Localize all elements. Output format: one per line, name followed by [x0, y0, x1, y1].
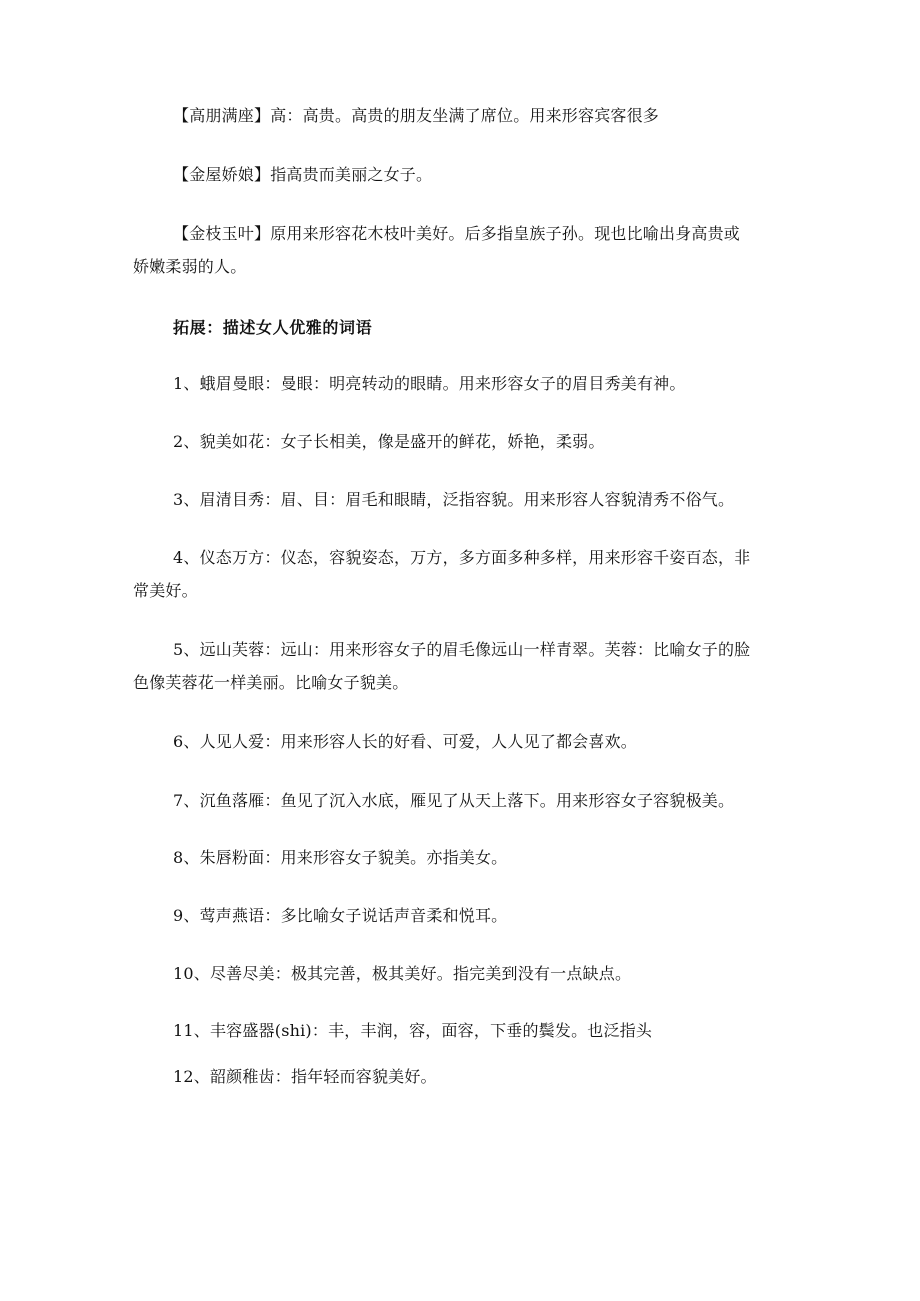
- list-item: 9、莺声燕语：多比喻女子说话声音柔和悦耳。: [173, 906, 508, 925]
- list-item: 8、朱唇粉面：用来形容女子貌美。亦指美女。: [173, 848, 508, 867]
- list-item: 7、沉鱼落雁：鱼见了沉入水底，雁见了从天上落下。用来形容女子容貌极美。: [173, 791, 735, 810]
- list-item-continued: 常美好。: [133, 581, 198, 600]
- idiom-jinwujiaoniang: 【金屋娇娘】指高贵而美丽之女子。: [173, 165, 433, 184]
- list-item: 11、丰容盛器(shi)：丰，丰润，容，面容，下垂的鬓发。也泛指头: [173, 1021, 653, 1040]
- list-item: 2、貌美如花：女子长相美，像是盛开的鲜花，娇艳，柔弱。: [173, 432, 605, 451]
- idiom-jinzhiyuye: 【金枝玉叶】原用来形容花木枝叶美好。后多指皇族子孙。现也比喻出身高贵或: [173, 224, 741, 243]
- list-item: 3、眉清目秀：眉、目：眉毛和眼睛，泛指容貌。用来形容人容貌清秀不俗气。: [173, 490, 735, 509]
- idiom-jinzhiyuye-continued: 娇嫩柔弱的人。: [133, 257, 247, 276]
- list-item: 12、韶颜稚齿：指年轻而容貌美好。: [173, 1067, 437, 1086]
- list-item: 1、蛾眉曼眼：曼眼：明亮转动的眼睛。用来形容女子的眉目秀美有神。: [173, 374, 686, 393]
- idiom-gaopengmanzuo: 【高朋满座】高：高贵。高贵的朋友坐满了席位。用来形容宾客很多: [173, 106, 660, 125]
- section-title: 拓展：描述女人优雅的词语: [173, 318, 373, 337]
- list-item: 6、人见人爱：用来形容人长的好看、可爱，人人见了都会喜欢。: [173, 732, 637, 751]
- list-item-continued: 色像芙蓉花一样美丽。比喻女子貌美。: [133, 673, 409, 692]
- list-item: 10、尽善尽美：极其完善，极其美好。指完美到没有一点缺点。: [173, 964, 632, 983]
- list-item: 4、仪态万方：仪态，容貌姿态，万方，多方面多种多样，用来形容千姿百态，非: [173, 548, 751, 567]
- list-item: 5、远山芙蓉：远山：用来形容女子的眉毛像远山一样青翠。芙蓉：比喻女子的脸: [173, 640, 751, 659]
